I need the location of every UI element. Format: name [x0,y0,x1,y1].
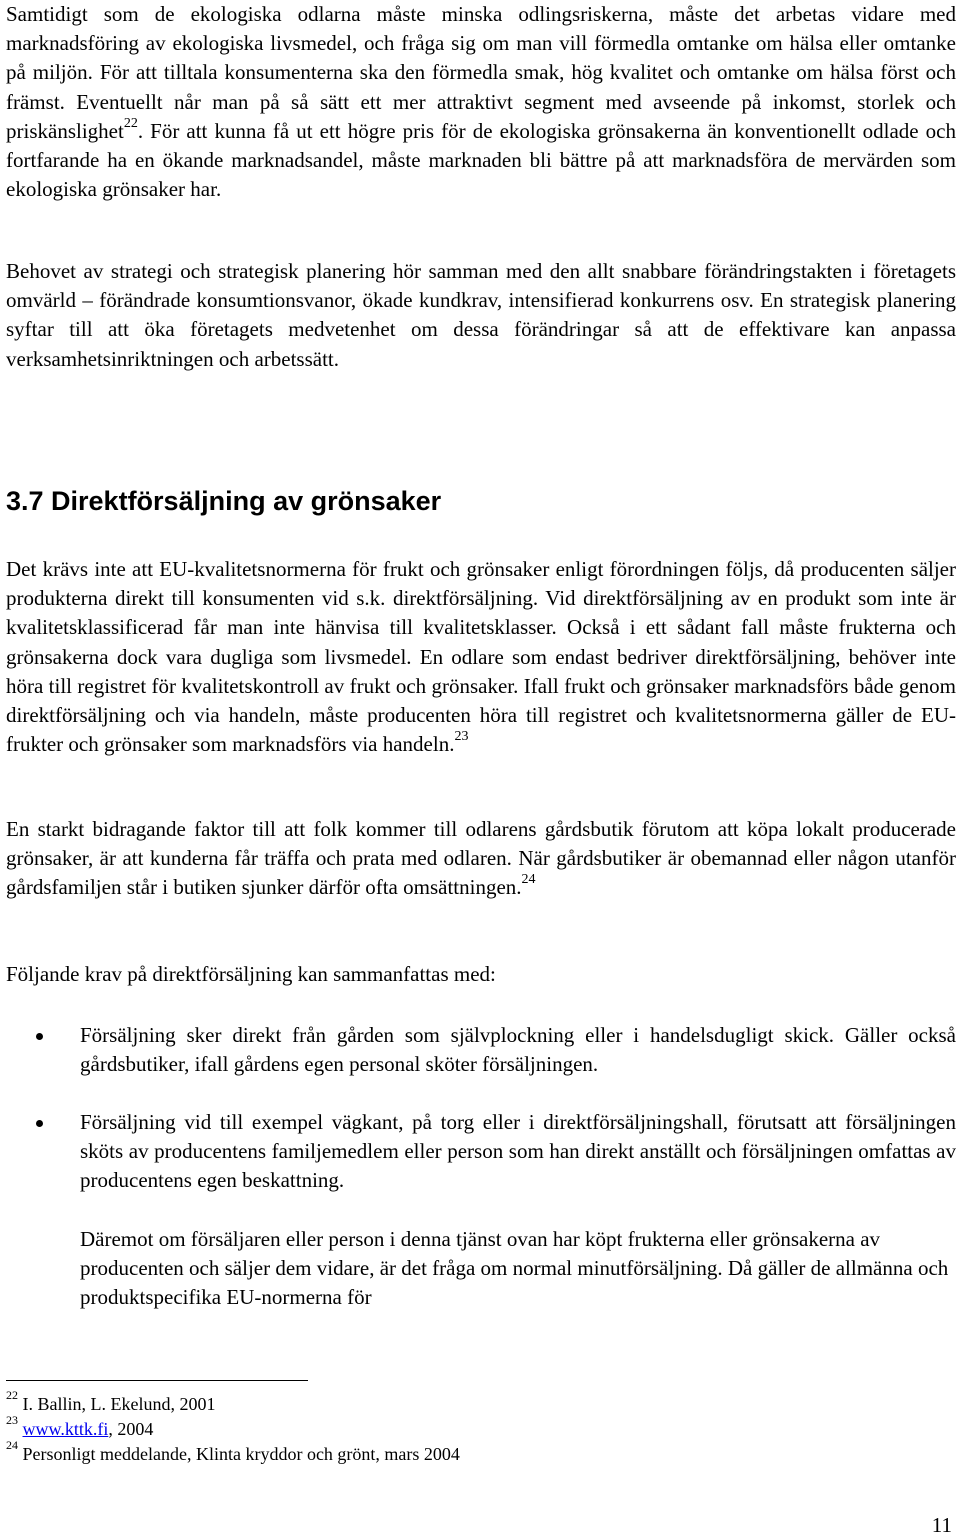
footnote-ref-23[interactable]: 23 [454,729,469,745]
paragraph-direct-sales [6,555,956,759]
footnote-number: 24 [6,1438,18,1452]
footnote-22 [6,1388,216,1415]
footnote-link[interactable]: www.kttk.fi [22,1419,109,1439]
page-number: 11 [931,1513,952,1537]
paragraph-requirements-intro: Följande krav på direktförsäljning kan sammanfattas med: [6,962,496,986]
paragraph-retail-note: Däremot om försäljaren eller person i denna tjänst ovan har köpt frukterna eller grönsakerna av producenten och säljer dem vidare, är det fråga om normal minutförsäljning. Då gäller de allmänna och produktspecifika EU-normerna för [80,1227,949,1310]
footnote-text: Personligt meddelande, Klinta kryddor och grönt, mars 2004 [22,1444,460,1464]
paragraph-text: En starkt bidragande faktor till att folk kommer till odlarens gårdsbutik förutom att köpa lokalt producerade grönsaker, är att kunderna får träffa och prata med odlaren. När gårdsbutiker är obemannad eller någon utanför gårdsfamiljen står i butiken sjunker därför ofta omsättningen. [6,817,956,900]
list-item-text: Försäljning sker direkt från gården som självplockning eller i handelsdugligt skick. Gäller också gårdsbutiker, ifall gårdens egen personal sköter försäljningen. [80,1023,956,1077]
paragraph-text: Det krävs inte att EU-kvalitetsnormerna för frukt och grönsaker enligt förordningen följs, då producenten säljer produkterna direkt till konsumenten vid s.k. direktförsäljning. Vid direktförsäljning av en produkt som inte är kvalitetsklassificerad får man inte hänvisa till kvalitetsklasser. Också i ett sådant fall måste frukterna och grönsakerna dock vara dugliga som livsmedel. En odlare som endast bedriver direktförsäljning, behöver inte höra till registret för kvalitetskontroll av frukt och grönsaker. Ifall frukt och grönsaker marknadsförs både genom direktförsäljning och via handeln, måste producenten höra till registret och kvalitetsnormerna gäller de EU-frukter och grönsaker som marknadsförs via handeln. [6,557,956,757]
footnote-number: 23 [6,1413,18,1427]
paragraph-strategy: Behovet av strategi och strategisk planering hör samman med den allt snabbare förändringstakten i företagets omvärld – förändrade konsumtionsvanor, ökade kundkrav, intensifierad konkurrens osv. En strategisk planering syftar till att öka företagets medvetenhet om dessa förändringar så att de effektivare kan anpassa verksamhetsinriktningen och arbetssätt. [6,259,956,371]
footnote-text: , 2004 [108,1419,154,1439]
footnote-ref-22[interactable]: 22 [123,115,138,131]
bullet-icon [36,1120,43,1127]
paragraph-text: Samtidigt som de ekologiska odlarna måste minska odlingsriskerna, måste det arbetas vidare med marknadsföring av ekologiska livsmedel, och fråga sig om man vill förmedla omtanke om hälsa eller omtanke på miljön. För att tilltala konsumenterna ska den förmedla smak, hög kvalitet och omtanke om hälsa först och främst. Eventuellt når man på så sätt ett mer attraktivt segment med avseende på inkomst, storlek och priskänslighet [6,2,956,143]
bullet-icon [36,1033,43,1040]
footnote-divider [6,1380,308,1381]
footnote-text: I. Ballin, L. Ekelund, 2001 [22,1394,216,1414]
footnote-number: 22 [6,1388,18,1402]
paragraph-marketing [6,0,956,204]
footnote-ref-24[interactable]: 24 [521,872,536,888]
footnote-24 [6,1438,460,1465]
footnote-23 [6,1413,154,1440]
list-item-text: Försäljning vid till exempel vägkant, på torg eller i direktförsäljningshall, förutsatt att försäljningen sköts av producentens familjemedlem eller person som han direkt anställt och försäljningen omfattas av producentens egen beskattning. [80,1110,956,1193]
paragraph-text: . För att kunna få ut ett högre pris för de ekologiska grönsakerna än konventionellt odlade och fortfarande ha en ökande marknadsandel, måste marknaden bli bättre på att marknadsföra de mervärden som ekologiska grönsaker har. [6,118,956,202]
paragraph-farm-shop [6,815,956,903]
section-heading: 3.7 Direktförsäljning av grönsaker [6,486,442,516]
